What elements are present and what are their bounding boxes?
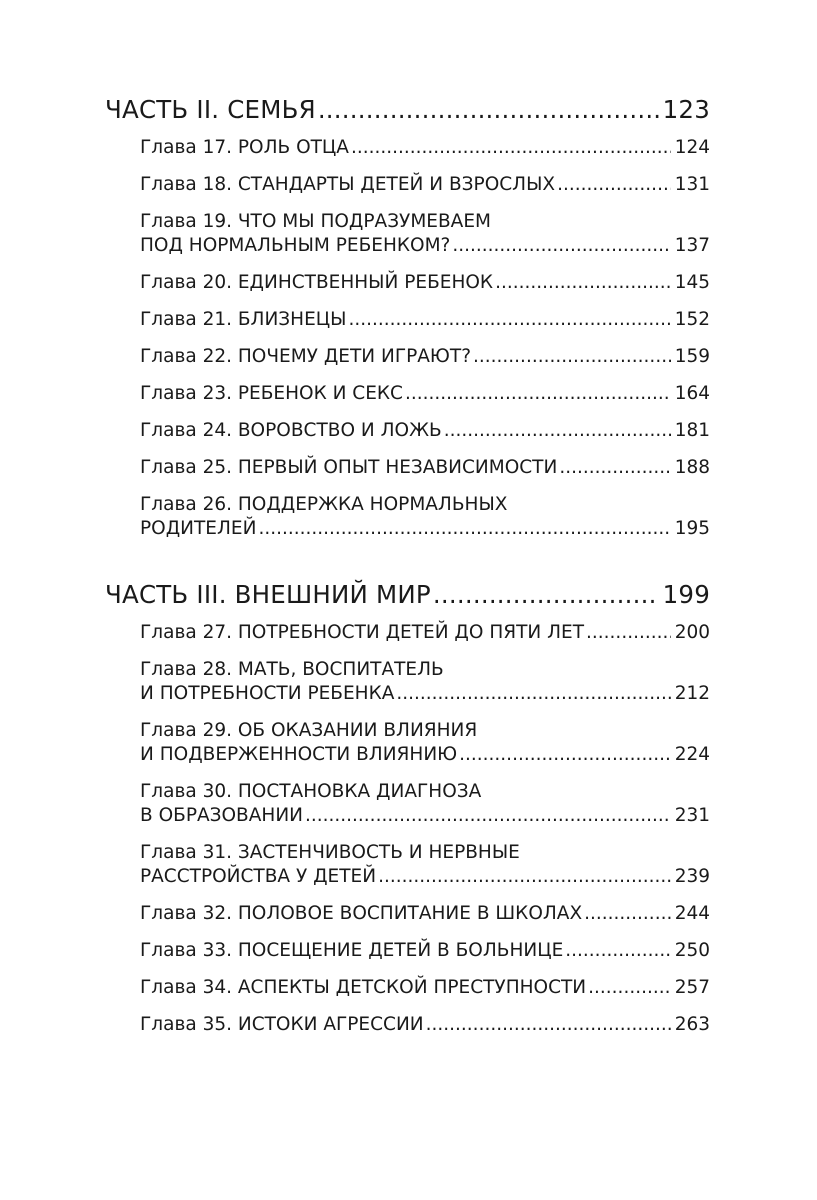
- toc-entry: [140, 271, 710, 295]
- leader-dots: [433, 577, 659, 613]
- chapter-title-line: ПОД НОРМАЛЬНЫМ РЕБЕНКОМ?: [140, 235, 451, 256]
- toc-entry: [140, 493, 710, 541]
- chapter-title-line: Глава 20. ЕДИНСТВЕННЫЙ РЕБЕНОК: [140, 272, 494, 293]
- part-title: ЧАСТЬ III. ВНЕШНИЙ МИР: [105, 580, 431, 609]
- leader-dots: [396, 682, 670, 706]
- chapter-row: [140, 382, 710, 406]
- chapter-page: 200: [674, 622, 710, 643]
- leader-dots: [318, 92, 659, 128]
- toc-entry: [140, 210, 710, 258]
- chapter-title-line: И ПОДВЕРЖЕННОСТИ ВЛИЯНИЮ: [140, 744, 458, 765]
- leader-dots: [588, 976, 671, 1000]
- chapter-title-line: Глава 28. МАТЬ, ВОСПИТАТЕЛЬ: [140, 659, 444, 680]
- toc-entry: [140, 841, 710, 889]
- leader-dots: [351, 136, 671, 160]
- toc-entry: [140, 419, 710, 443]
- chapter-title-line: Глава 26. ПОДДЕРЖКА НОРМАЛЬНЫХ: [140, 494, 508, 515]
- chapter-page: 145: [674, 272, 710, 293]
- chapter-page: 231: [674, 805, 710, 826]
- toc-entry: [140, 136, 710, 160]
- chapter-page: 152: [674, 309, 710, 330]
- chapter-title-line: И ПОТРЕБНОСТИ РЕБЕНКА: [140, 683, 395, 704]
- leader-dots: [348, 308, 670, 332]
- toc-entry: [140, 456, 710, 480]
- chapter-page: 239: [674, 866, 710, 887]
- chapter-title-line: Глава 23. РЕБЕНОК И СЕКС: [140, 383, 403, 404]
- chapter-page: 159: [674, 346, 710, 367]
- chapter-page: 263: [674, 1014, 710, 1035]
- chapter-page: 257: [674, 977, 710, 998]
- toc-entry: [140, 658, 710, 706]
- chapter-row: [140, 682, 710, 706]
- chapter-row: [140, 456, 710, 480]
- chapter-page: 181: [674, 420, 710, 441]
- chapter-row: [140, 419, 710, 443]
- chapter-title-line: РАССТРОЙСТВА У ДЕТЕЙ: [140, 866, 377, 887]
- toc-entry: [140, 902, 710, 926]
- chapter-row: [140, 271, 710, 295]
- toc-entry: [140, 719, 710, 767]
- chapter-row: [140, 976, 710, 1000]
- chapter-title-line: Глава 17. РОЛЬ ОТЦА: [140, 137, 349, 158]
- toc-entry: [140, 173, 710, 197]
- chapter-row: [140, 345, 710, 369]
- chapter-row: [140, 804, 710, 828]
- chapter-row: [140, 1013, 710, 1037]
- chapter-title-line: Глава 34. АСПЕКТЫ ДЕТСКОЙ ПРЕСТУПНОСТИ: [140, 977, 587, 998]
- part-heading: [105, 577, 710, 613]
- leader-dots: [586, 621, 671, 645]
- chapter-title-line: В ОБРАЗОВАНИИ: [140, 805, 303, 826]
- chapter-title-line: Глава 25. ПЕРВЫЙ ОПЫТ НЕЗАВИСИМОСТИ: [140, 457, 558, 478]
- chapter-page: 124: [674, 137, 710, 158]
- leader-dots: [557, 173, 671, 197]
- chapter-row: [140, 743, 710, 767]
- chapter-page: 137: [674, 235, 710, 256]
- toc-entry: [140, 308, 710, 332]
- chapter-page: 212: [674, 683, 710, 704]
- chapter-title-line: Глава 35. ИСТОКИ АГРЕССИИ: [140, 1014, 424, 1035]
- chapter-row: [140, 308, 710, 332]
- chapter-title-line: Глава 19. ЧТО МЫ ПОДРАЗУМЕВАЕМ: [140, 211, 491, 232]
- leader-dots: [444, 419, 671, 443]
- leader-dots: [559, 456, 670, 480]
- toc-entry: [140, 382, 710, 406]
- chapter-page: 224: [674, 744, 710, 765]
- chapter-page: 188: [674, 457, 710, 478]
- chapter-title-line: РОДИТЕЛЕЙ: [140, 518, 257, 539]
- toc-entry: [140, 939, 710, 963]
- chapter-title-line: Глава 30. ПОСТАНОВКА ДИАГНОЗА: [140, 781, 482, 802]
- chapter-page: 131: [674, 174, 710, 195]
- chapter-page: 250: [674, 940, 710, 961]
- chapter-row: [140, 865, 710, 889]
- leader-dots: [405, 382, 671, 406]
- chapter-title-line: Глава 33. ПОСЕЩЕНИЕ ДЕТЕЙ В БОЛЬНИЦЕ: [140, 940, 564, 961]
- toc-entry: [140, 621, 710, 645]
- chapter-page: 164: [674, 383, 710, 404]
- chapter-row: [140, 136, 710, 160]
- leader-dots: [459, 743, 671, 767]
- chapter-page: 195: [674, 518, 710, 539]
- chapter-title-line: Глава 32. ПОЛОВОЕ ВОСПИТАНИЕ В ШКОЛАХ: [140, 903, 583, 924]
- part-page: 123: [662, 95, 710, 124]
- leader-dots: [473, 345, 671, 369]
- leader-dots: [584, 902, 671, 926]
- chapter-title-line: Глава 27. ПОТРЕБНОСТИ ДЕТЕЙ ДО ПЯТИ ЛЕТ: [140, 622, 585, 643]
- chapter-page: 244: [674, 903, 710, 924]
- part-page: 199: [662, 580, 710, 609]
- toc-entry: [140, 1013, 710, 1037]
- chapter-row: [140, 173, 710, 197]
- chapter-list: [105, 136, 710, 541]
- chapter-title-line: Глава 31. ЗАСТЕНЧИВОСТЬ И НЕРВНЫЕ: [140, 842, 520, 863]
- chapter-list: [105, 621, 710, 1037]
- leader-dots: [565, 939, 670, 963]
- chapter-row: [140, 517, 710, 541]
- chapter-title-line: Глава 29. ОБ ОКАЗАНИИ ВЛИЯНИЯ: [140, 720, 478, 741]
- chapter-row: [140, 621, 710, 645]
- chapter-row: [140, 234, 710, 258]
- leader-dots: [258, 517, 670, 541]
- chapter-title-line: Глава 24. ВОРОВСТВО И ЛОЖЬ: [140, 420, 442, 441]
- toc-entry: [140, 780, 710, 828]
- leader-dots: [452, 234, 670, 258]
- toc-entry: [140, 976, 710, 1000]
- chapter-row: [140, 939, 710, 963]
- toc-entry: [140, 345, 710, 369]
- table-of-contents: [105, 92, 710, 1050]
- leader-dots: [495, 271, 671, 295]
- part-title: ЧАСТЬ II. СЕМЬЯ: [105, 95, 316, 124]
- chapter-row: [140, 902, 710, 926]
- chapter-title-line: Глава 22. ПОЧЕМУ ДЕТИ ИГРАЮТ?: [140, 346, 472, 367]
- leader-dots: [305, 804, 671, 828]
- leader-dots: [426, 1013, 671, 1037]
- part-heading: [105, 92, 710, 128]
- leader-dots: [378, 865, 671, 889]
- chapter-title-line: Глава 21. БЛИЗНЕЦЫ: [140, 309, 347, 330]
- chapter-title-line: Глава 18. СТАНДАРТЫ ДЕТЕЙ И ВЗРОСЛЫХ: [140, 174, 556, 195]
